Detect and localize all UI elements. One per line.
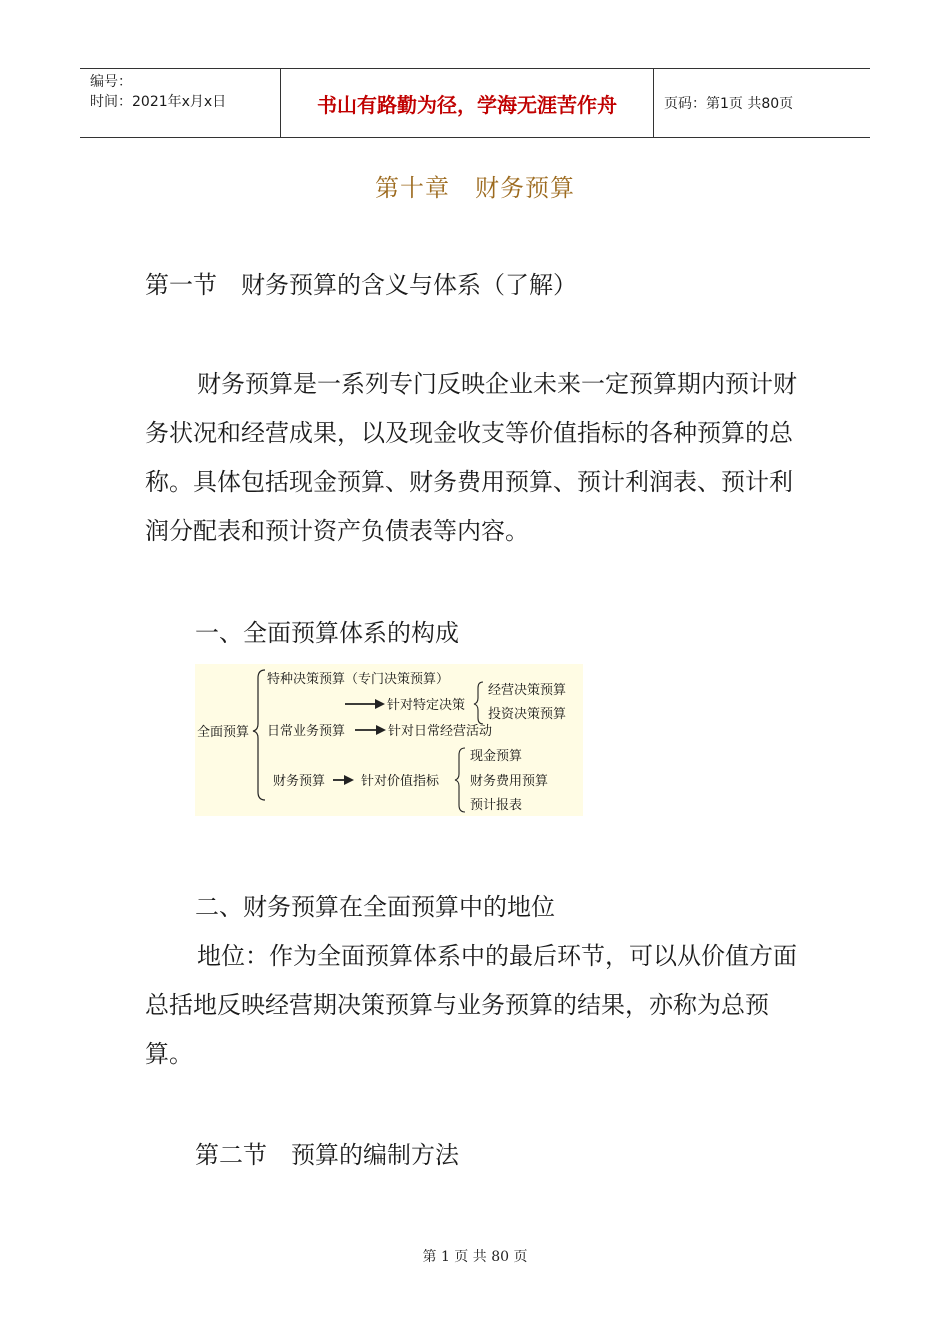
header-number-label: 编号：: [90, 74, 132, 90]
diagram-daily-target: 针对日常经营活动: [388, 724, 493, 739]
section-one-title: 第一节 财务预算的含义与体系（了解）: [145, 271, 577, 299]
section-two-title: 第二节 预算的编制方法: [195, 1141, 459, 1169]
diagram-special-child: 投资决策预算: [488, 707, 567, 722]
diagram-arrowhead: [344, 775, 354, 785]
diagram-small-brace: [455, 748, 465, 812]
diagram-small-brace: [474, 682, 483, 724]
page-header-table: [80, 68, 870, 138]
diagram-special-budget: 特种决策预算（专门决策预算）: [267, 672, 450, 687]
diagram-financial-target: 针对价值指标: [361, 774, 440, 789]
diagram-financial-child: 预计报表: [470, 798, 523, 813]
header-time-label: 时间：2021年x月x日: [90, 94, 227, 110]
heading-budget-system: 一、全面预算体系的构成: [195, 619, 459, 647]
diagram-daily-budget: 日常业务预算: [267, 724, 346, 739]
budget-system-diagram: [195, 664, 583, 816]
position-paragraph: 地位：作为全面预算体系中的最后环节，可以从价值方面总括地反映经营期决策预算与业务预算的结果，亦称为总预算。: [145, 942, 797, 1068]
diagram-financial-child: 财务费用预算: [470, 774, 549, 789]
header-meta-cell: [80, 69, 281, 137]
chapter-title: 第十章 财务预算: [375, 174, 575, 202]
diagram-special-target: 针对特定决策: [387, 698, 466, 713]
diagram-special-child: 经营决策预算: [488, 683, 567, 698]
header-motto: 书山有路勤为径，学海无涯苦作舟: [281, 69, 654, 137]
intro-paragraph: 财务预算是一系列专门反映企业未来一定预算期内预计财务状况和经营成果，以及现金收支等价值指标的各种预算的总称。具体包括现金预算、财务费用预算、预计利润表、预计利润分配表和预计资产负债表等内容。: [145, 370, 797, 545]
header-page-label: 页码：第1页 共80页: [664, 96, 794, 112]
heading-financial-position: 二、财务预算在全面预算中的地位: [195, 893, 555, 921]
diagram-financial-child: 现金预算: [470, 749, 523, 764]
diagram-financial-budget: 财务预算: [273, 774, 326, 789]
diagram-root: 全面预算: [197, 725, 250, 740]
diagram-arrowhead: [376, 725, 386, 735]
diagram-main-brace: [253, 670, 265, 800]
budget-system-svg: [195, 664, 583, 816]
diagram-arrowhead: [375, 699, 385, 709]
page-footer: 第 1 页 共 80 页: [422, 1249, 528, 1265]
